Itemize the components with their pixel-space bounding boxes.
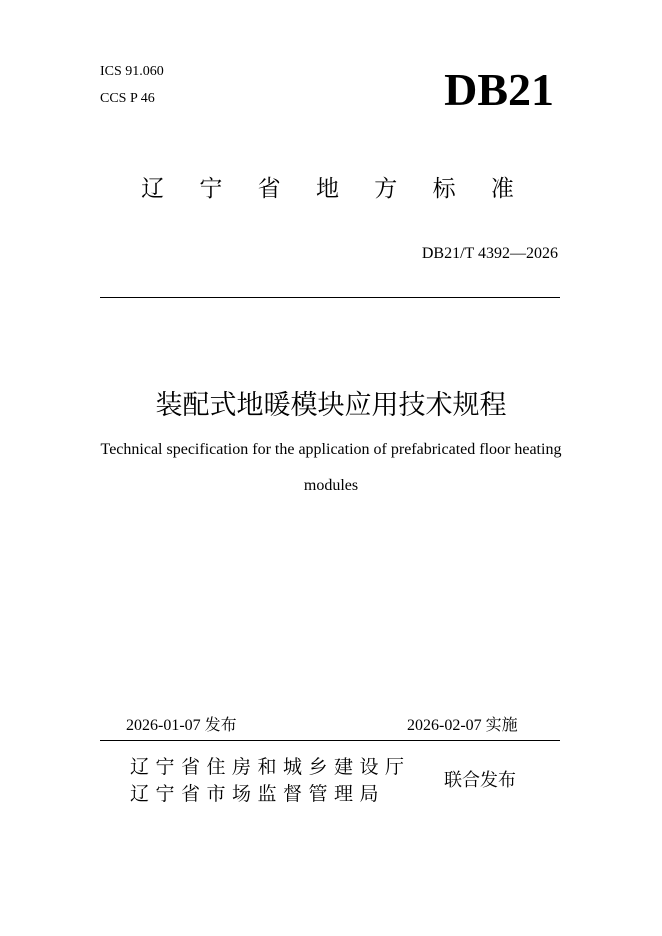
bottom-divider xyxy=(100,740,560,741)
issuer-market-regulation: 辽宁省市场监督管理局 xyxy=(130,783,386,805)
standard-number: DB21/T 4392—2026 xyxy=(421,245,558,262)
title-chinese: 装配式地暖模块应用技术规程 xyxy=(155,390,507,421)
standard-type: 辽 宁 省 地 方 标 准 xyxy=(141,176,528,202)
publish-date-value: 2026-01-07 xyxy=(126,717,201,734)
ccs-code: CCS P 46 xyxy=(100,91,155,106)
publish-date xyxy=(126,712,237,735)
implement-date-value: 2026-02-07 xyxy=(407,717,482,734)
top-divider xyxy=(100,297,560,298)
implement-label: 实施 xyxy=(485,715,518,734)
ics-code: ICS 91.060 xyxy=(100,64,164,79)
joint-issue-label: 联合发布 xyxy=(444,770,516,791)
publish-label: 发布 xyxy=(204,715,237,734)
standard-code-mark: DB21 xyxy=(444,64,554,115)
implement-date xyxy=(407,712,518,735)
title-english: Technical specification for the application of prefabricated floor heating modules xyxy=(100,441,562,494)
issuer-housing-department: 辽宁省住房和城乡建设厅 xyxy=(130,756,411,778)
